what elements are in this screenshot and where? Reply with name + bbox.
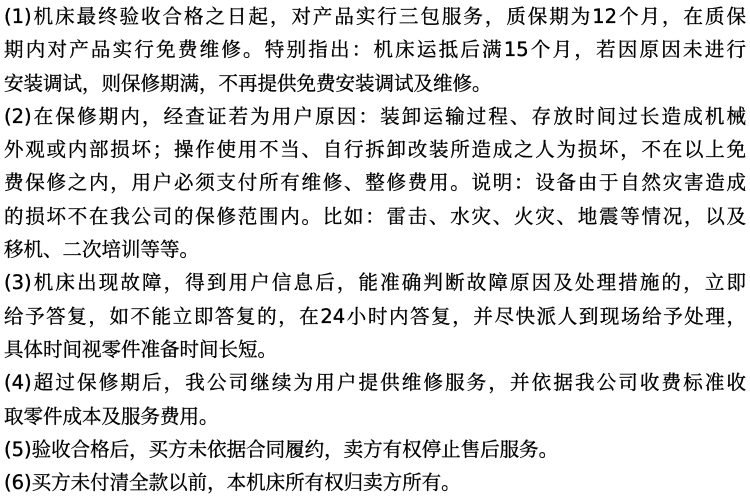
clause-5-line-1: (5)验收合格后，买方未依据合同履约，卖方有权停止售后服务。 (4, 437, 559, 461)
clause-2-line-5: 移机、二次培训等等。 (4, 238, 200, 262)
clause-2-line-3: 费保修之内，用户必须支付所有维修、整修费用。说明：设备由于自然灾害造成 (4, 171, 746, 195)
clause-2 (4, 100, 746, 266)
clause-4-line-2: 取零件成本及服务费用。 (4, 404, 219, 428)
clause-2-line-2: 外观或内部损坏；操作使用不当、自行拆卸改装所造成之人为损坏，不在以上免 (4, 138, 746, 162)
clause-1-line-2: 期内对产品实行免费维修。特别指出：机床运抵后满15个月，若因原因未进行 (4, 38, 746, 62)
clause-6-line-1: (6)买方未付清全款以前，本机床所有权归卖方所有。 (4, 471, 461, 495)
clause-2-line-1: (2)在保修期内，经查证若为用户原因：装卸运输过程、存放时间过长造成机械 (4, 104, 746, 128)
clause-5 (4, 433, 746, 466)
clause-4 (4, 366, 746, 433)
clause-6 (4, 466, 746, 499)
clause-2-line-4: 的损坏不在我公司的保修范围内。比如：雷击、水灾、火灾、地震等情况，以及 (4, 204, 746, 228)
clause-3-line-1: (3)机床出现故障，得到用户信息后，能准确判断故障原因及处理措施的，立即 (4, 271, 746, 295)
warranty-terms-document (4, 0, 746, 499)
clause-1 (4, 0, 746, 100)
clause-1-line-1: (1)机床最终验收合格之日起，对产品实行三包服务，质保期为12个月，在质保 (4, 5, 746, 28)
clause-4-line-1: (4)超过保修期后，我公司继续为用户提供维修服务，并依据我公司收费标准收 (4, 371, 746, 395)
clause-3-line-3: 具体时间视零件准备时间长短。 (4, 337, 278, 361)
clause-3 (4, 266, 746, 366)
clause-1-line-3: 安装调试，则保修期满，不再提供免费安装调试及维修。 (4, 71, 492, 95)
clause-3-line-2: 给予答复，如不能立即答复的，在24小时内答复，并尽快派人到现场给予处理， (4, 304, 746, 328)
